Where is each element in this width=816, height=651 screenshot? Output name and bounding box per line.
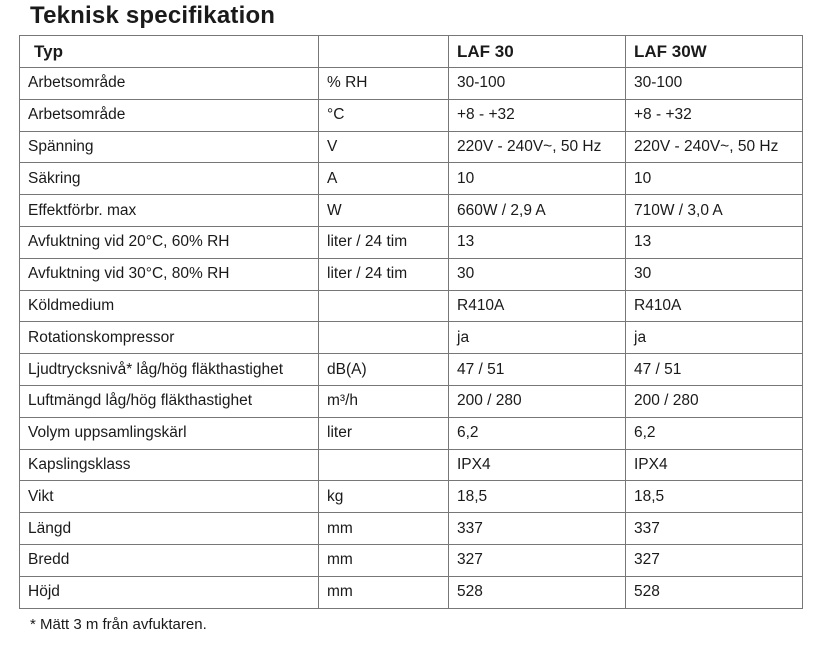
header-unit	[319, 36, 449, 68]
row-value-model-2: 327	[626, 544, 803, 576]
row-label: Effektförbr. max	[20, 195, 319, 227]
row-value-model-2: +8 - +32	[626, 99, 803, 131]
row-value-model-1: 47 / 51	[449, 354, 626, 386]
row-unit: % RH	[319, 68, 449, 100]
row-unit	[319, 322, 449, 354]
row-value-model-2: 18,5	[626, 481, 803, 513]
row-value-model-2: 10	[626, 163, 803, 195]
row-label: Arbetsområde	[20, 99, 319, 131]
row-unit: mm	[319, 576, 449, 608]
row-value-model-1: 200 / 280	[449, 385, 626, 417]
row-unit	[319, 449, 449, 481]
header-type: Typ	[20, 36, 319, 68]
row-value-model-1: +8 - +32	[449, 99, 626, 131]
row-unit: kg	[319, 481, 449, 513]
row-value-model-1: 10	[449, 163, 626, 195]
table-body	[20, 68, 803, 609]
table-row	[20, 131, 803, 163]
table-row	[20, 417, 803, 449]
table-header-row	[20, 36, 803, 68]
table-row	[20, 258, 803, 290]
table-row	[20, 544, 803, 576]
row-value-model-2: 200 / 280	[626, 385, 803, 417]
row-value-model-1: 327	[449, 544, 626, 576]
header-model-1: LAF 30	[449, 36, 626, 68]
page-title: Teknisk specifikation	[30, 2, 276, 29]
row-unit: m³/h	[319, 385, 449, 417]
row-label: Avfuktning vid 20°C, 60% RH	[20, 226, 319, 258]
row-value-model-2: 6,2	[626, 417, 803, 449]
row-value-model-2: 220V - 240V~, 50 Hz	[626, 131, 803, 163]
row-label: Luftmängd låg/hög fläkthastighet	[20, 385, 319, 417]
row-unit	[319, 290, 449, 322]
row-label: Rotationskompressor	[20, 322, 319, 354]
row-value-model-1: 6,2	[449, 417, 626, 449]
table-row	[20, 576, 803, 608]
header-model-2: LAF 30W	[626, 36, 803, 68]
row-value-model-2: 337	[626, 513, 803, 545]
row-unit: liter / 24 tim	[319, 258, 449, 290]
row-label: Avfuktning vid 30°C, 80% RH	[20, 258, 319, 290]
row-value-model-1: 660W / 2,9 A	[449, 195, 626, 227]
table-row	[20, 226, 803, 258]
row-value-model-2: ja	[626, 322, 803, 354]
row-unit: dB(A)	[319, 354, 449, 386]
row-label: Vikt	[20, 481, 319, 513]
row-value-model-1: 220V - 240V~, 50 Hz	[449, 131, 626, 163]
row-value-model-1: R410A	[449, 290, 626, 322]
row-unit: V	[319, 131, 449, 163]
row-unit: °C	[319, 99, 449, 131]
row-label: Spänning	[20, 131, 319, 163]
table-row	[20, 68, 803, 100]
row-label: Ljudtrycksnivå* låg/hög fläkthastighet	[20, 354, 319, 386]
row-unit: liter / 24 tim	[319, 226, 449, 258]
table-row	[20, 385, 803, 417]
footnote: * Mätt 3 m från avfuktaren.	[30, 616, 207, 633]
table-row	[20, 513, 803, 545]
row-label: Volym uppsamlingskärl	[20, 417, 319, 449]
table-row	[20, 354, 803, 386]
row-value-model-2: 13	[626, 226, 803, 258]
row-value-model-1: 30-100	[449, 68, 626, 100]
row-value-model-2: 30	[626, 258, 803, 290]
row-label: Köldmedium	[20, 290, 319, 322]
row-value-model-2: IPX4	[626, 449, 803, 481]
row-value-model-1: 337	[449, 513, 626, 545]
table-row	[20, 290, 803, 322]
row-label: Bredd	[20, 544, 319, 576]
row-unit: mm	[319, 544, 449, 576]
spec-table	[19, 35, 803, 609]
table-row	[20, 195, 803, 227]
table-row	[20, 449, 803, 481]
row-unit: mm	[319, 513, 449, 545]
row-value-model-2: 710W / 3,0 A	[626, 195, 803, 227]
row-value-model-1: 13	[449, 226, 626, 258]
row-value-model-1: 528	[449, 576, 626, 608]
row-label: Kapslingsklass	[20, 449, 319, 481]
row-value-model-1: ja	[449, 322, 626, 354]
row-label: Arbetsområde	[20, 68, 319, 100]
row-unit: liter	[319, 417, 449, 449]
row-value-model-2: 47 / 51	[626, 354, 803, 386]
row-value-model-1: 18,5	[449, 481, 626, 513]
table-row	[20, 163, 803, 195]
row-label: Säkring	[20, 163, 319, 195]
table-row	[20, 99, 803, 131]
row-value-model-1: 30	[449, 258, 626, 290]
row-value-model-2: 528	[626, 576, 803, 608]
table-row	[20, 322, 803, 354]
table-row	[20, 481, 803, 513]
row-value-model-2: R410A	[626, 290, 803, 322]
row-label: Höjd	[20, 576, 319, 608]
row-unit: A	[319, 163, 449, 195]
row-unit: W	[319, 195, 449, 227]
row-value-model-2: 30-100	[626, 68, 803, 100]
row-value-model-1: IPX4	[449, 449, 626, 481]
row-label: Längd	[20, 513, 319, 545]
